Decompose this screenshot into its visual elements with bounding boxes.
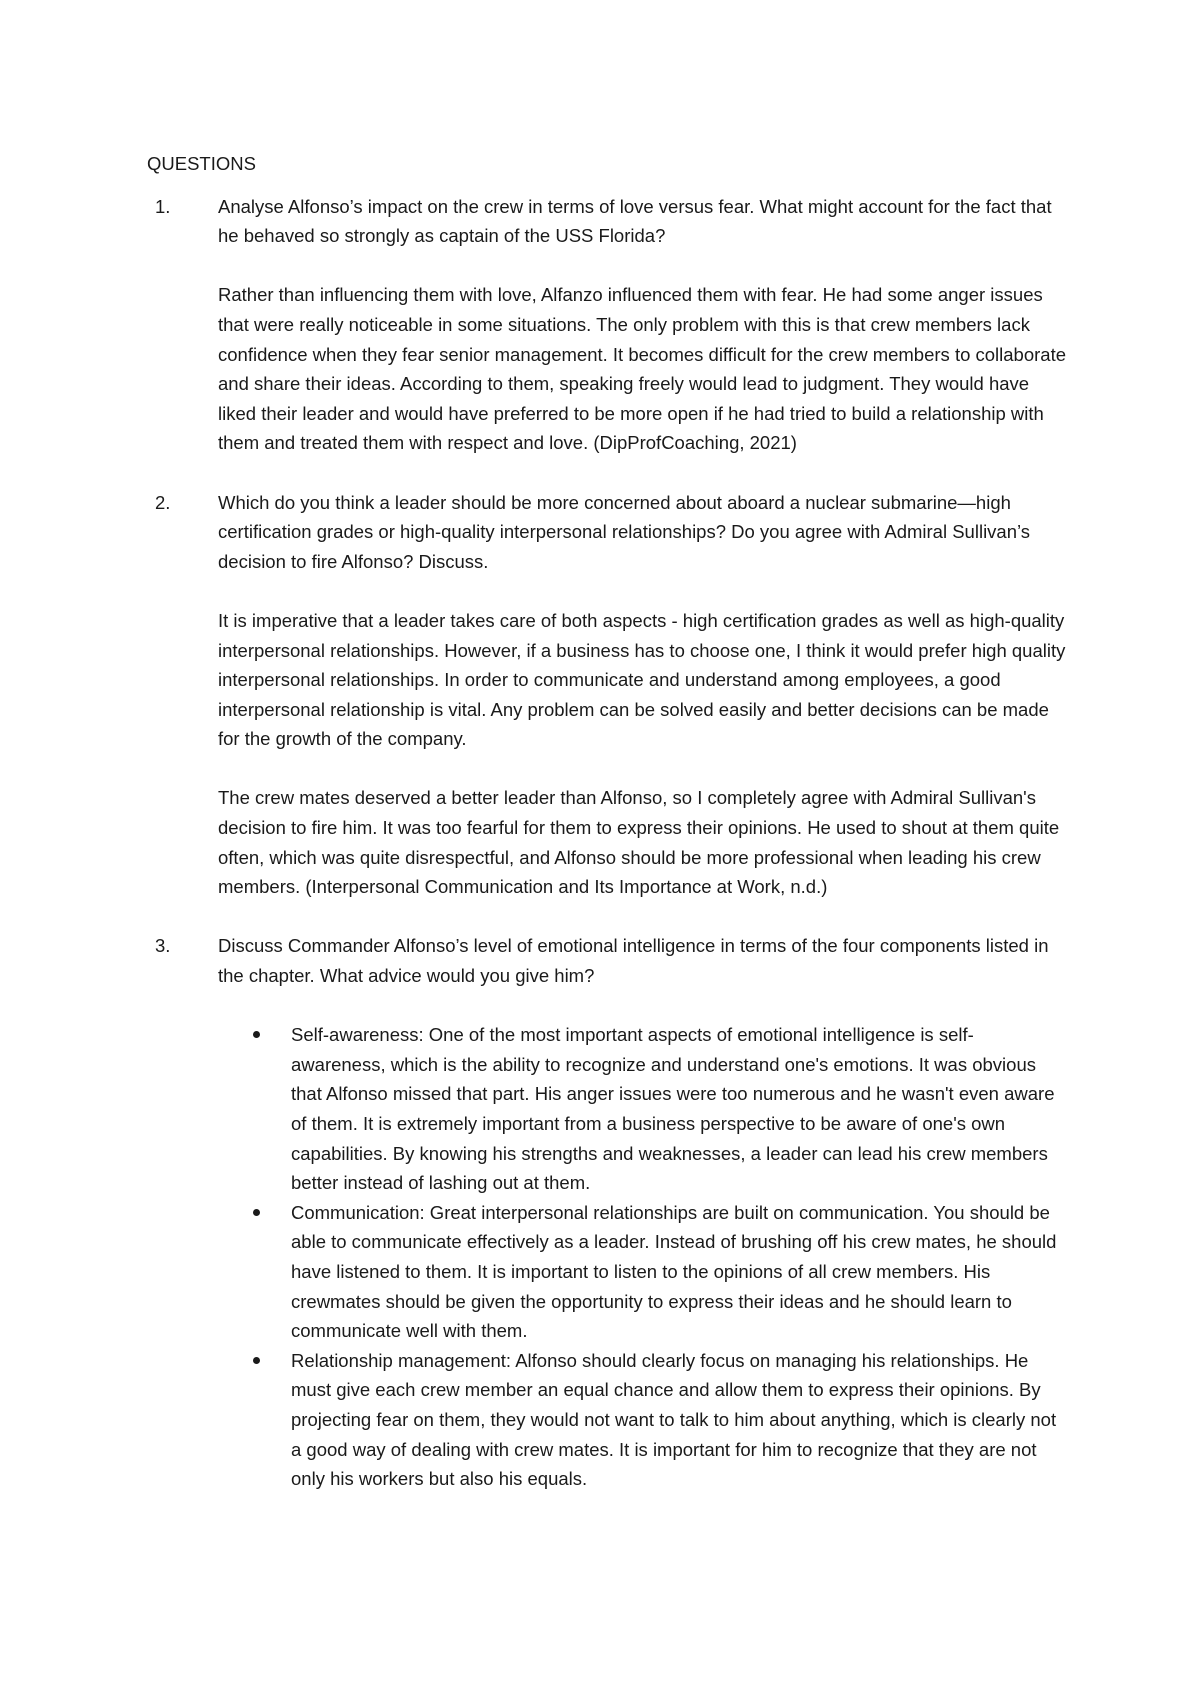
document-heading: QUESTIONS [147, 153, 256, 174]
question-number: 2. [155, 491, 171, 513]
bullet-text: Relationship management: Alfonso should clearly focus on managing his relationships. He must give each crew member an equal chance and allow them to express their opinions. By projecting fear on them, they would not want to talk to him about anything, which is clearly not a good way of dealing with crew mates. It is important for him to recognize that they are not only his workers but also his equals. [291, 1349, 1057, 1490]
bullet-icon [253, 1209, 260, 1216]
bullet-text: Self-awareness: One of the most important aspects of emotional intelligence is self-awareness, which is the ability to recognize and understand one's emotions. It was obvious that Alfonso missed that part. His anger issues were too numerous and he wasn't even aware of them. It is extremely important from a business perspective to be aware of one's own capabilities. By knowing his strengths and weaknesses, a leader can lead his crew members better instead of lashing out at them. [291, 1024, 1055, 1194]
question-prompt: Discuss Commander Alfonso’s level of emotional intelligence in terms of the four components listed in the chapter. What advice would you give him? [218, 935, 1049, 987]
document-body [147, 149, 1067, 1494]
bullet-list [218, 1020, 1067, 1494]
answer-paragraph: The crew mates deserved a better leader than Alfonso, so I completely agree with Admiral Sullivan's decision to fire him. It was too fearful for them to express their opinions. He used to shout at them quite often, which was quite disrespectful, and Alfonso should be more professional when leading his crew members. (Interpersonal Communication and Its Importance at Work, n.d.) [218, 787, 1060, 898]
list-item [291, 1020, 1067, 1198]
list-item [291, 1198, 1067, 1346]
question-prompt: Which do you think a leader should be more concerned about aboard a nuclear submarine—high certification grades or high-quality interpersonal relationships? Do you agree with Admiral Sullivan’s decision to fire Alfonso? Discuss. [218, 491, 1031, 572]
answer-paragraph: Rather than influencing them with love, Alfanzo influenced them with fear. He had some anger issues that were really noticeable in some situations. The only problem with this is that crew members lack confidence when they fear senior management. It becomes difficult for the crew members to collaborate and share their ideas. According to them, speaking freely would lead to judgment. They would have liked their leader and would have preferred to be more open if he had tried to build a relationship with them and treated them with respect and love. (DipProfCoaching, 2021) [218, 284, 1067, 454]
question-number: 3. [155, 935, 171, 957]
answer-paragraph: It is imperative that a leader takes care of both aspects - high certification grades as well as high-quality interpersonal relationships. However, if a business has to choose one, I think it would prefer high quality interpersonal relationships. In order to communicate and understand among employees, a good interpersonal relationship is vital. Any problem can be solved easily and better decisions can be made for the growth of the company. [218, 609, 1066, 750]
bullet-icon [253, 1357, 260, 1364]
question-3 [147, 931, 1067, 1493]
question-number: 1. [155, 195, 171, 217]
bullet-text: Communication: Great interpersonal relationships are built on communication. You should be able to communicate effectively as a leader. Instead of brushing off his crew mates, he should have listened to them. It is important to listen to the opinions of all crew members. His crewmates should be given the opportunity to express their ideas and he should learn to communicate well with them. [291, 1201, 1057, 1342]
question-2 [147, 488, 1067, 902]
list-item [291, 1346, 1067, 1494]
question-1 [147, 192, 1067, 458]
bullet-icon [253, 1031, 260, 1038]
question-prompt: Analyse Alfonso’s impact on the crew in terms of love versus fear. What might account for the fact that he behaved so strongly as captain of the USS Florida? [218, 195, 1052, 247]
